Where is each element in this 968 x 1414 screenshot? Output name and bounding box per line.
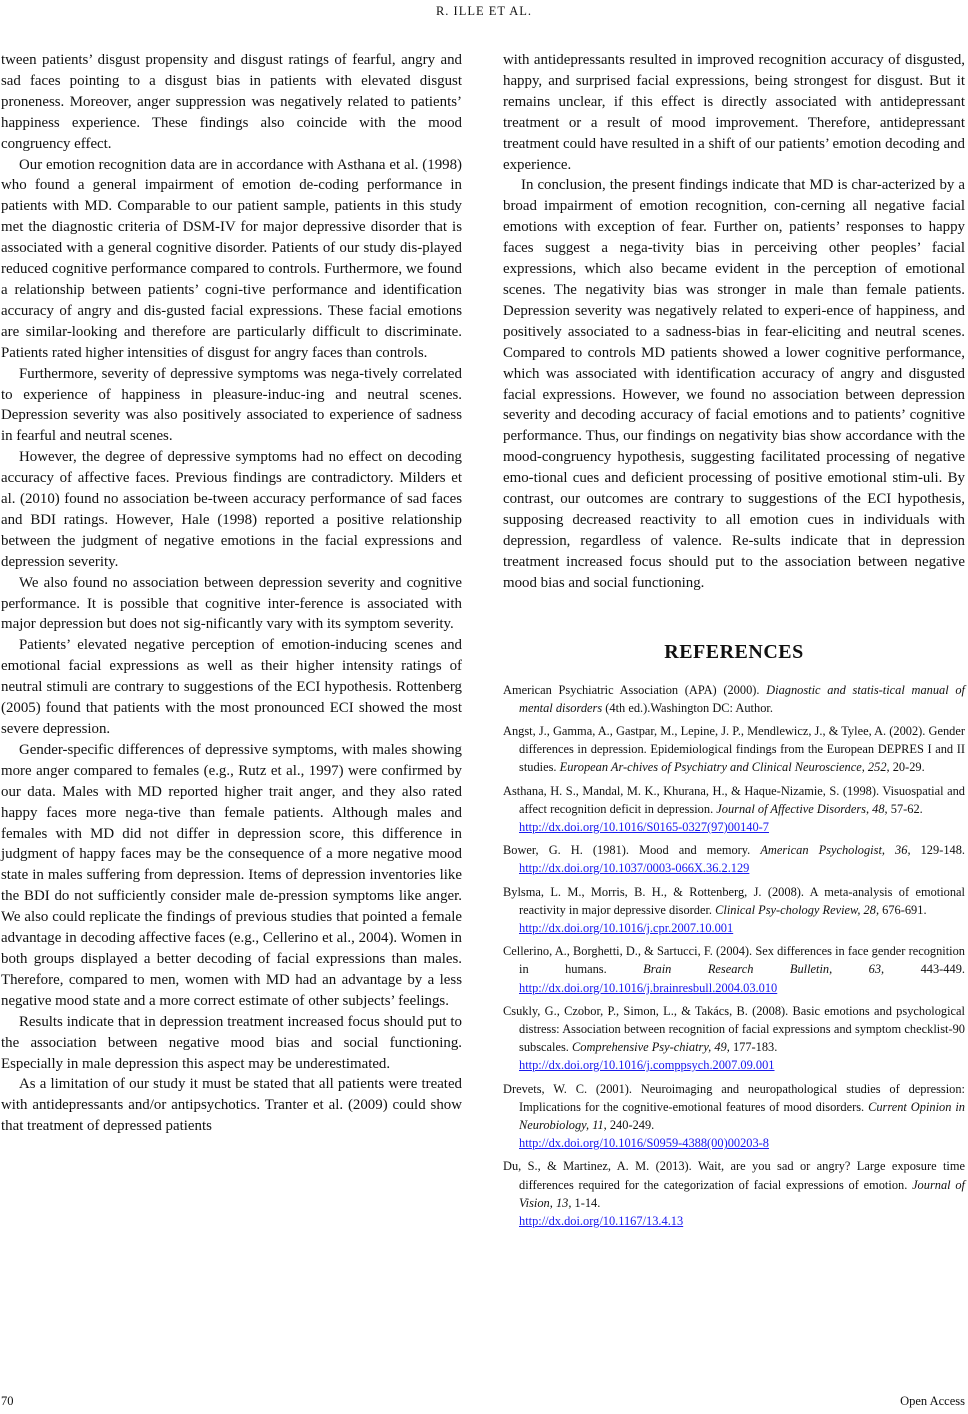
ref-text: Drevets, W. C. (2001). Neuroimaging and neuropathological studies of depression: Implications for the cognitive-emotional features of mood disorders.: [503, 1081, 965, 1114]
ref-source: American Psychologist, 36,: [760, 843, 911, 858]
ref-source: Journal of Affective Disorders, 48,: [716, 801, 888, 816]
doi-link[interactable]: http://dx.doi.org/10.1167/13.4.13: [519, 1214, 684, 1229]
body-paragraph: tween patients’ disgust propensity and disgust ratings of fearful, angry and sad faces pointing to a disgust bias in patients with elevated disgust proneness. Moreover, anger suppression was negatively related to patients’ happiness experience. These findings also coincide with the mood congruency effect.: [1, 52, 462, 152]
ref-source: Diagnostic and statis-tical manual of mental disorders: [519, 682, 965, 715]
ref-text: 129-148.: [910, 843, 965, 858]
ref-text: Asthana, H. S., Mandal, M. K., Khurana, H., & Haque-Nizamie, S. (1998). Visuospatial and affect recognition deficit in depression.: [503, 783, 965, 816]
reference-entry: [503, 722, 965, 777]
ref-text: Csukly, G., Czobor, P., Simon, L., & Takács, B. (2008). Basic emotions and psychological distress: Association between recognition of facial expressions and symptom checklist-90 subscales.: [503, 1003, 965, 1055]
body-paragraph: Results indicate that in depression treatment increased focus should put to the association between negative mood bias and social functioning. Especially in male depression this aspect may be underestimated.: [1, 1013, 462, 1072]
ref-text: 676-691.: [879, 902, 927, 917]
body-paragraph: with antidepressants resulted in improved recognition accuracy of disgusted, happy, and surprised facial expressions, being strongest for disgust. But it remains unclear, if this effect is directly associated with antidepressant treatment or a result of mood improvement. Therefore, antidepressant treatment could have resulted in a shift of our patients’ emotion decoding and experience.: [503, 52, 965, 173]
ref-text: Bower, G. H. (1981). Mood and memory.: [503, 843, 761, 858]
reference-entry: [503, 681, 965, 717]
ref-text: Cellerino, A., Borghetti, D., & Sartucci, F. (2004). Sex differences in face gender recognition in humans.: [503, 944, 965, 977]
body-paragraph: Gender-specific differences of depressive symptoms, with males showing more anger compared to females (e.g., Rutz et al., 1997) were confirmed by our data. Males with MD reported higher trait anger, and they also rated happy faces more nega-tive than female patients. Although males and females with MD did not differ in depression score, this difference in judgment of happy faces may be the consequence of a more negative mood state in males suffering from depression. Items of depression inventories like the BDI do not sufficiently consider male de-pression symptoms like anger. We also could replicate the findings of previous studies that pointed a female advantage in decoding affective faces (e.g., Cellerino et al., 2004). Women in both groups displayed a better decoding of facial expressions than males. Therefore, compared to men, women with MD had an advantage by a less negative mood state and a more correct estimate of other subjects’ feelings.: [1, 741, 462, 1009]
footer-label: Open Access: [900, 1394, 965, 1408]
ref-text: 177-183.: [729, 1040, 778, 1055]
doi-link[interactable]: http://dx.doi.org/10.1016/j.brainresbull.2004.03.010: [519, 980, 778, 995]
reference-entry: [503, 1002, 965, 1075]
reference-entry: [503, 1157, 965, 1230]
reference-entry: [503, 1080, 965, 1153]
ref-text: 20-29.: [889, 760, 925, 775]
ref-source: Comprehensive Psy-chiatry, 49,: [572, 1040, 730, 1055]
right-column: [503, 50, 965, 1235]
body-paragraph: We also found no association between depression severity and cognitive performance. It is possible that cognitive inter-ference is associated with major depression but does not sig-nificantly vary with its symptom severity.: [1, 574, 462, 633]
doi-link[interactable]: http://dx.doi.org/10.1016/j.comppsych.2007.09.001: [519, 1058, 775, 1073]
doi-link[interactable]: http://dx.doi.org/10.1037/0003-066X.36.2.129: [519, 861, 750, 876]
ref-text: 443-449.: [884, 962, 965, 977]
body-paragraph: In conclusion, the present findings indicate that MD is char-acterized by a broad impairment of emotion recognition, con-cerning all negative facial emotions with exception of fear. Further on, patients’ responses to happy faces suggest a nega-tivity bias in perceiving other peoples’ facial expressions, which also became evident in the perception of emotional scenes. The negativity bias was stronger in male than female patients. Depression severity was negatively related to experi-ence of happiness, and positively associated to a sadness-bias in fear-eliciting and neutral scenes. Compared to controls MD patients showed a lower cognitive performance, which was associated with identification accuracy of angry and disgusted facial expressions. However, we found no association between depression severity and decoding accuracy of facial emotions and to patients’ cognitive performance. Thus, our findings on negativity bias show accordance with the mood-congruency hypothesis, suggesting facilitated processing of negative emo-tional cues and deficient processing of positive emotional stim-uli. By contrast, our outcomes are contrary to suggestions of the ECI hypothesis, supposing decreased reactivity to all emotion cues in individuals with depression, regardless of valence. Re-sults indicate that in depression treatment increased focus should put to the association between negative mood bias and social functioning.: [503, 177, 965, 591]
reference-entry: [503, 942, 965, 997]
doi-link[interactable]: http://dx.doi.org/10.1016/S0959-4388(00)00203-8: [519, 1136, 769, 1151]
doi-link[interactable]: http://dx.doi.org/10.1016/j.cpr.2007.10.001: [519, 921, 734, 935]
ref-text: (4th ed.).Washington DC: Author.: [602, 700, 773, 715]
body-paragraph: However, the degree of depressive symptoms had no effect on decoding accuracy of affective faces. Previous findings are contradictory. Milders et al. (2010) found no association be-tween accuracy performance of sad faces and BDI ratings. However, Hale (1998) reported a positive relationship between the judgment of negative emotions in the facial expressions and depression severity.: [1, 449, 462, 570]
ref-source: European Ar-chives of Psychiatry and Clinical Neuroscience, 252,: [559, 760, 890, 775]
reference-entry: [503, 883, 965, 938]
ref-source: Brain Research Bulletin, 63,: [643, 962, 885, 977]
ref-text: 240-249.: [606, 1118, 655, 1133]
ref-source: Current Opinion in Neurobiology, 11,: [519, 1099, 966, 1133]
running-head: R. ILLE ET AL.: [435, 4, 533, 18]
references-heading: REFERENCES: [664, 640, 804, 663]
body-paragraph: Our emotion recognition data are in accordance with Asthana et al. (1998) who found a general impairment of emotion de-coding performance in patients with MD. Comparable to our patient sample, patients in this study met the diagnostic criteria of DSM-IV for major depressive disorder that is associated with a general cognitive disorder. Patients of our study dis-played reduced cognitive performance compared to controls. Furthermore, we found a relationship between patients’ cogni-tive performance and identification accuracy of angry and dis-gusted facial expressions. These facial emotions are similar-looking and therefore are particularly difficult to discriminate. Patients rated higher intensities of disgust for angry faces than controls.: [1, 156, 462, 361]
doi-link[interactable]: http://dx.doi.org/10.1016/S0165-0327(97)00140-7: [519, 819, 769, 834]
ref-source: Journal of Vision, 13,: [519, 1177, 965, 1210]
ref-source: Clinical Psy-chology Review, 28,: [715, 902, 880, 917]
ref-text: Bylsma, L. M., Morris, B. H., & Rottenberg, J. (2008). A meta-analysis of emotional reactivity in major depressive disorder.: [503, 884, 965, 917]
page-number: 70: [1, 1394, 14, 1408]
ref-text: Du, S., & Martinez, A. M. (2013). Wait, are you sad or angry? Large exposure time differences required for the categorization of facial expressions of emotion.: [503, 1159, 965, 1192]
ref-text: Angst, J., Gamma, A., Gastpar, M., Lepine, J. P., Mendlewicz, J., & Tylee, A. (2002). Gender differences in depression. Epidemiological findings from the European DEPRES I and II studies.: [503, 723, 965, 775]
reference-list: [503, 681, 965, 1231]
body-paragraph: Furthermore, severity of depressive symptoms was nega-tively correlated to experience of happiness in pleasure-induc-ing and neutral scenes. Depression severity was also positively associated to experience of sadness in fearful and neutral scenes.: [1, 365, 462, 445]
ref-text: 1-14.: [571, 1195, 601, 1210]
left-column: [1, 50, 462, 1137]
ref-text: 57-62.: [887, 801, 923, 816]
reference-entry: [503, 782, 965, 837]
reference-entry: [503, 841, 965, 877]
ref-text: American Psychiatric Association (APA) (2000).: [503, 682, 767, 697]
body-paragraph: As a limitation of our study it must be stated that all patients were treated with antidepressants and/or antipsychotics. Tranter et al. (2009) could show that treatment of depressed patients: [1, 1076, 462, 1135]
body-paragraph: Patients’ elevated negative perception of emotion-inducing scenes and emotional facial expressions as well as their higher intensity ratings of neutral stimuli are contrary to suggestions of the ECI hypothesis. Rottenberg (2005) found that patients with the most pronounced ECI showed the most severe depression.: [1, 637, 462, 737]
